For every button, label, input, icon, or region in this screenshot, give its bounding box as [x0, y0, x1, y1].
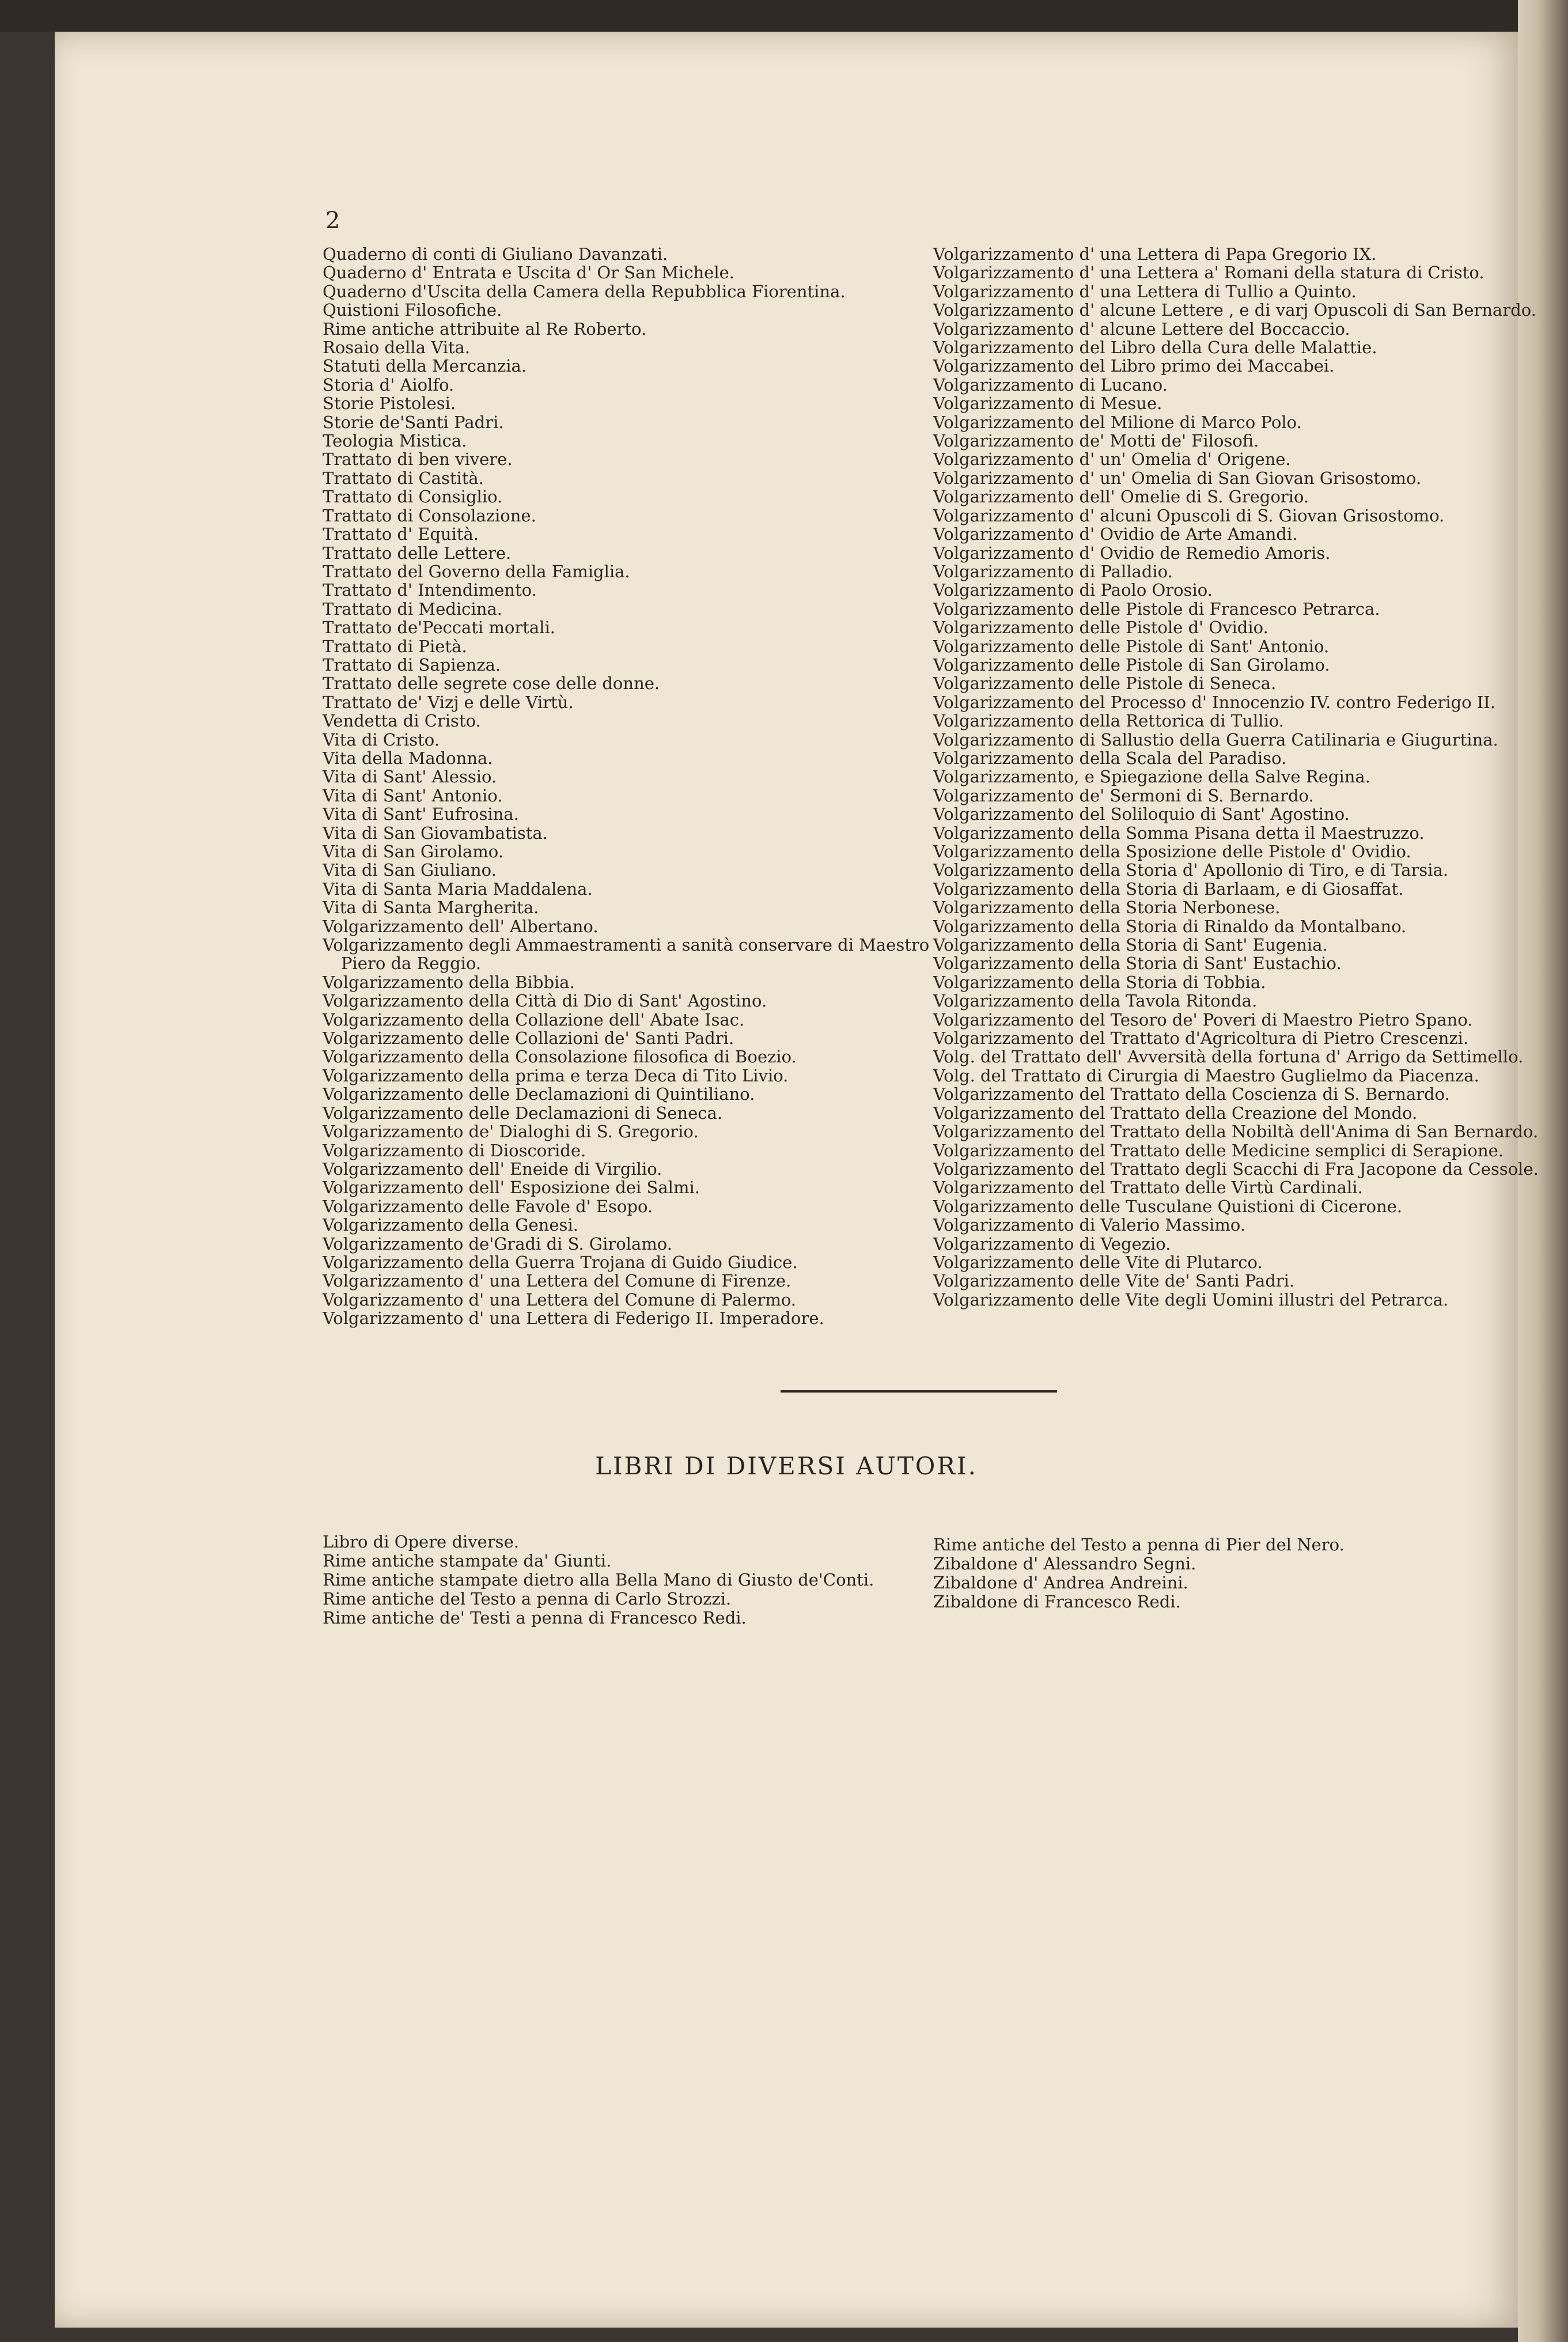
list-item: Trattato delle segrete cose delle donne.	[323, 674, 660, 694]
list-item: Volgarizzamento della Guerra Trojana di Guido Giudice.	[323, 1252, 798, 1272]
list-item: Trattato di Consolazione.	[323, 505, 536, 525]
list-item: Volgarizzamento d' un' Omelia d' Origene.	[933, 449, 1291, 470]
list-item: Volgarizzamento del Trattato d'Agricoltura di Pietro Crescenzi.	[933, 1028, 1469, 1049]
list-item: Volgarizzamento della Storia Nerbonese.	[933, 898, 1281, 918]
list-item: Libro di Opere diverse.	[323, 1532, 519, 1552]
list-item: Vendetta di Cristo.	[323, 711, 481, 731]
list-item: Trattato di Sapienza.	[323, 654, 501, 675]
list-item: Vita di Sant' Antonio.	[323, 785, 503, 805]
list-item: Vita di San Giuliano.	[323, 860, 497, 880]
list-item: Rime antiche de' Testi a penna di Francesco Redi.	[323, 1608, 747, 1628]
list-item: Rime antiche stampate dietro alla Bella Mano di Giusto de'Conti.	[323, 1570, 874, 1590]
list-item: Volgarizzamento della Storia di Tobbia.	[933, 972, 1266, 992]
list-item: Zibaldone d' Alessandro Segni.	[933, 1554, 1196, 1573]
list-item: Volgarizzamento delle Collazioni de' Santi Padri.	[323, 1028, 734, 1049]
list-item: Storie de'Santi Padri.	[323, 412, 504, 432]
right-column	[933, 245, 1539, 1309]
list-item: Volgarizzamento della Sposizione delle Pistole d' Ovidio.	[933, 842, 1411, 861]
list-item: Quaderno d'Uscita della Camera della Repubblica Fiorentina.	[323, 281, 846, 301]
list-item: Volgarizzamento delle Declamazioni di Quintiliano.	[323, 1084, 755, 1104]
list-item: Volgarizzamento della Tavola Ritonda.	[933, 991, 1258, 1011]
list-item: Piero da Reggio.	[341, 954, 482, 974]
list-item: Volgarizzamento dell' Omelie di S. Gregorio.	[933, 487, 1309, 507]
list-item: Volgarizzamento de' Dialoghi di S. Gregorio.	[323, 1122, 699, 1142]
list-item: Volgarizzamento della Rettorica di Tullio.	[933, 711, 1285, 731]
list-item: Volgarizzamento delle Tusculane Quistioni di Cicerone.	[933, 1196, 1403, 1216]
list-item: Volgarizzamento di Valerio Massimo.	[933, 1215, 1246, 1235]
list-item: Statuti della Mercanzia.	[323, 356, 527, 376]
list-item: Vita di Sant' Alessio.	[323, 767, 497, 787]
list-item: Volgarizzamento della Scala del Paradiso.	[933, 748, 1287, 768]
list-item: Volgarizzamento de' Sermoni di S. Bernardo.	[933, 785, 1314, 805]
list-item: Volgarizzamento dell' Esposizione dei Salmi.	[323, 1178, 700, 1198]
list-item: Volgarizzamento della Genesi.	[323, 1215, 578, 1235]
list-item: Volgarizzamento del Processo d' Innocenzio IV. contro Federigo II.	[933, 692, 1496, 712]
list-item: Volgarizzamento della Consolazione filosofica di Boezio.	[323, 1047, 797, 1067]
list-item: Trattato del Governo della Famiglia.	[323, 561, 630, 581]
list-item: Volgarizzamento de' Motti de' Filosofi.	[933, 431, 1259, 451]
list-item: Volgarizzamento d' una Lettera di Federigo II. Imperadore.	[323, 1308, 824, 1329]
list-item: Volgarizzamento del Trattato della Nobiltà dell'Anima di San Bernardo.	[933, 1122, 1539, 1142]
list-item: Volgarizzamento delle Vite degli Uomini illustri del Petrarca.	[933, 1289, 1449, 1310]
list-item: Volgarizzamento di Lucano.	[933, 374, 1168, 395]
list-item: Trattato d' Equità.	[323, 524, 479, 544]
list-item: Volg. del Trattato di Cirurgia di Maestro Guglielmo da Piacenza.	[933, 1065, 1479, 1085]
list-item: Rime antiche del Testo a penna di Carlo Strozzi.	[323, 1589, 732, 1609]
list-item: Quistioni Filosofiche.	[323, 300, 502, 320]
list-item: Rime antiche del Testo a penna di Pier del Nero.	[933, 1535, 1344, 1554]
list-item: Volgarizzamento del Soliloquio di Sant' Agostino.	[933, 804, 1350, 824]
list-item: Volgarizzamento della prima e terza Deca di Tito Livio.	[323, 1065, 789, 1085]
list-item: Volgarizzamento della Somma Pisana detta il Maestruzzo.	[933, 823, 1425, 843]
list-item: Volgarizzamento d' una Lettera del Comune di Firenze.	[323, 1271, 791, 1291]
list-item: Volgarizzamento d' Ovidio de Arte Amandi.	[933, 524, 1298, 544]
list-item: Quaderno di conti di Giuliano Davanzati.	[323, 244, 668, 264]
list-item: Teologia Mistica.	[323, 431, 467, 451]
page-number: 2	[325, 207, 340, 234]
scan-background-top	[0, 0, 1568, 32]
list-item: Volgarizzamento della Storia di Barlaam, e di Giosaffat.	[933, 879, 1404, 899]
list-item: Trattato delle Lettere.	[323, 543, 512, 563]
bottom-left-list	[323, 1533, 874, 1628]
list-item: Vita di Santa Margherita.	[323, 898, 539, 918]
list-item: Volgarizzamento delle Favole d' Esopo.	[323, 1196, 653, 1216]
list-item: Rosaio della Vita.	[323, 338, 471, 358]
list-item: Volgarizzamento del Trattato degli Scacchi di Fra Jacopone da Cessole.	[933, 1159, 1539, 1179]
list-item: Volgarizzamento del Libro della Cura delle Malattie.	[933, 338, 1377, 358]
list-item: Volgarizzamento delle Pistole di Seneca.	[933, 674, 1277, 694]
list-item: Rime antiche stampate da' Giunti.	[323, 1551, 612, 1571]
list-item: Trattato di ben vivere.	[323, 449, 513, 470]
list-item: Volgarizzamento della Storia d' Apollonio di Tiro, e di Tarsia.	[933, 860, 1449, 880]
list-item: Volgarizzamento, e Spiegazione della Salve Regina.	[933, 767, 1370, 787]
list-item: Volgarizzamento della Collazione dell' Abate Isac.	[323, 1009, 745, 1030]
list-item: Zibaldone d' Andrea Andreini.	[933, 1573, 1188, 1592]
list-item: Volgarizzamento di Sallustio della Guerra Catilinaria e Giugurtina.	[933, 729, 1498, 750]
list-item: Volgarizzamento di Dioscoride.	[323, 1140, 586, 1160]
list-item: Volgarizzamento della Bibbia.	[323, 972, 575, 992]
list-item: Trattato d' Intendimento.	[323, 580, 537, 600]
list-item: Volgarizzamento d' una Lettera di Papa Gregorio IX.	[933, 244, 1377, 264]
bottom-right-list	[933, 1535, 1344, 1611]
list-item: Vita di San Giovambatista.	[323, 823, 548, 843]
list-item: Trattato di Consiglio.	[323, 487, 503, 507]
list-item: Trattato de' Vizj e delle Virtù.	[323, 692, 574, 712]
list-item: Volgarizzamento d' alcune Lettere , e di varj Opuscoli di San Bernardo.	[933, 300, 1536, 320]
list-item: Volgarizzamento d' alcuni Opuscoli di S. Giovan Grisostomo.	[933, 505, 1445, 525]
list-item: Trattato de'Peccati mortali.	[323, 618, 555, 638]
list-item: Volgarizzamento di Vegezio.	[933, 1234, 1171, 1254]
list-item: Trattato di Castità.	[323, 468, 484, 488]
list-item: Quaderno d' Entrata e Uscita d' Or San Michele.	[323, 263, 735, 283]
list-item: Volgarizzamento dell' Albertano.	[323, 916, 599, 936]
list-item: Rime antiche attribuite al Re Roberto.	[323, 319, 647, 339]
list-item: Volgarizzamento del Trattato delle Virtù Cardinali.	[933, 1178, 1363, 1198]
list-item: Volgarizzamento del Trattato della Creazione del Mondo.	[933, 1103, 1418, 1123]
list-item: Volgarizzamento del Tesoro de' Poveri di Maestro Pietro Spano.	[933, 1009, 1473, 1030]
list-item: Volgarizzamento del Milione di Marco Polo.	[933, 412, 1302, 432]
list-item: Volgarizzamento delle Pistole d' Ovidio.	[933, 618, 1268, 638]
list-item: Volgarizzamento di Palladio.	[933, 561, 1173, 581]
list-item: Storia d' Aiolfo.	[323, 374, 455, 395]
list-item: Volgarizzamento degli Ammaestramenti a sanità conservare di Maestro	[323, 935, 930, 955]
list-item: Volgarizzamento dell' Eneide di Virgilio.	[323, 1159, 662, 1179]
list-item: Storie Pistolesi.	[323, 394, 456, 414]
list-item: Volgarizzamento della Storia di Sant' Eugenia.	[933, 935, 1328, 955]
list-item: Vita della Madonna.	[323, 748, 493, 768]
list-item: Zibaldone di Francesco Redi.	[933, 1592, 1181, 1611]
list-item: Vita di Cristo.	[323, 729, 440, 750]
list-item: Volgarizzamento de'Gradi di S. Girolamo.	[323, 1234, 672, 1254]
list-item: Volgarizzamento del Libro primo dei Maccabei.	[933, 356, 1335, 376]
list-item: Volgarizzamento delle Pistole di Francesco Petrarca.	[933, 599, 1380, 619]
list-item: Volgarizzamento delle Pistole di Sant' Antonio.	[933, 636, 1330, 656]
list-item: Volgarizzamento d' Ovidio de Remedio Amoris.	[933, 543, 1331, 563]
list-item: Volgarizzamento d' una Lettera del Comune di Palermo.	[323, 1289, 797, 1310]
section-heading: LIBRI DI DIVERSI AUTORI.	[595, 1452, 978, 1480]
list-item: Vita di Santa Maria Maddalena.	[323, 879, 593, 899]
list-item: Vita di San Girolamo.	[323, 842, 503, 861]
list-item: Volgarizzamento del Trattato delle Medicine semplici di Serapione.	[933, 1140, 1504, 1160]
list-item: Trattato di Medicina.	[323, 599, 502, 619]
list-item: Volgarizzamento del Trattato della Coscienza di S. Bernardo.	[933, 1084, 1450, 1104]
list-item: Volg. del Trattato dell' Avversità della fortuna d' Arrigo da Settimello.	[933, 1047, 1524, 1067]
list-item: Volgarizzamento di Paolo Orosio.	[933, 580, 1213, 600]
list-item: Volgarizzamento d' alcune Lettere del Boccaccio.	[933, 319, 1350, 339]
list-item: Volgarizzamento d' un' Omelia di San Giovan Grisostomo.	[933, 468, 1422, 488]
list-item: Volgarizzamento della Storia di Sant' Eustachio.	[933, 954, 1342, 974]
left-column	[323, 245, 929, 1328]
list-item: Volgarizzamento della Storia di Rinaldo da Montalbano.	[933, 916, 1407, 936]
section-divider	[781, 1390, 1057, 1393]
list-item: Volgarizzamento di Mesue.	[933, 394, 1162, 414]
list-item: Volgarizzamento della Città di Dio di Sant' Agostino.	[323, 991, 767, 1011]
list-item: Volgarizzamento delle Pistole di San Girolamo.	[933, 654, 1330, 675]
list-item: Volgarizzamento delle Declamazioni di Seneca.	[323, 1103, 723, 1123]
list-item: Volgarizzamento delle Vite de' Santi Padri.	[933, 1271, 1295, 1291]
list-item: Volgarizzamento delle Vite di Plutarco.	[933, 1252, 1263, 1272]
list-item: Volgarizzamento d' una Lettera a' Romani della statura di Cristo.	[933, 263, 1484, 283]
list-item: Trattato di Pietà.	[323, 636, 467, 656]
list-item: Volgarizzamento d' una Lettera di Tullio a Quinto.	[933, 281, 1357, 301]
list-item: Vita di Sant' Eufrosina.	[323, 804, 519, 824]
